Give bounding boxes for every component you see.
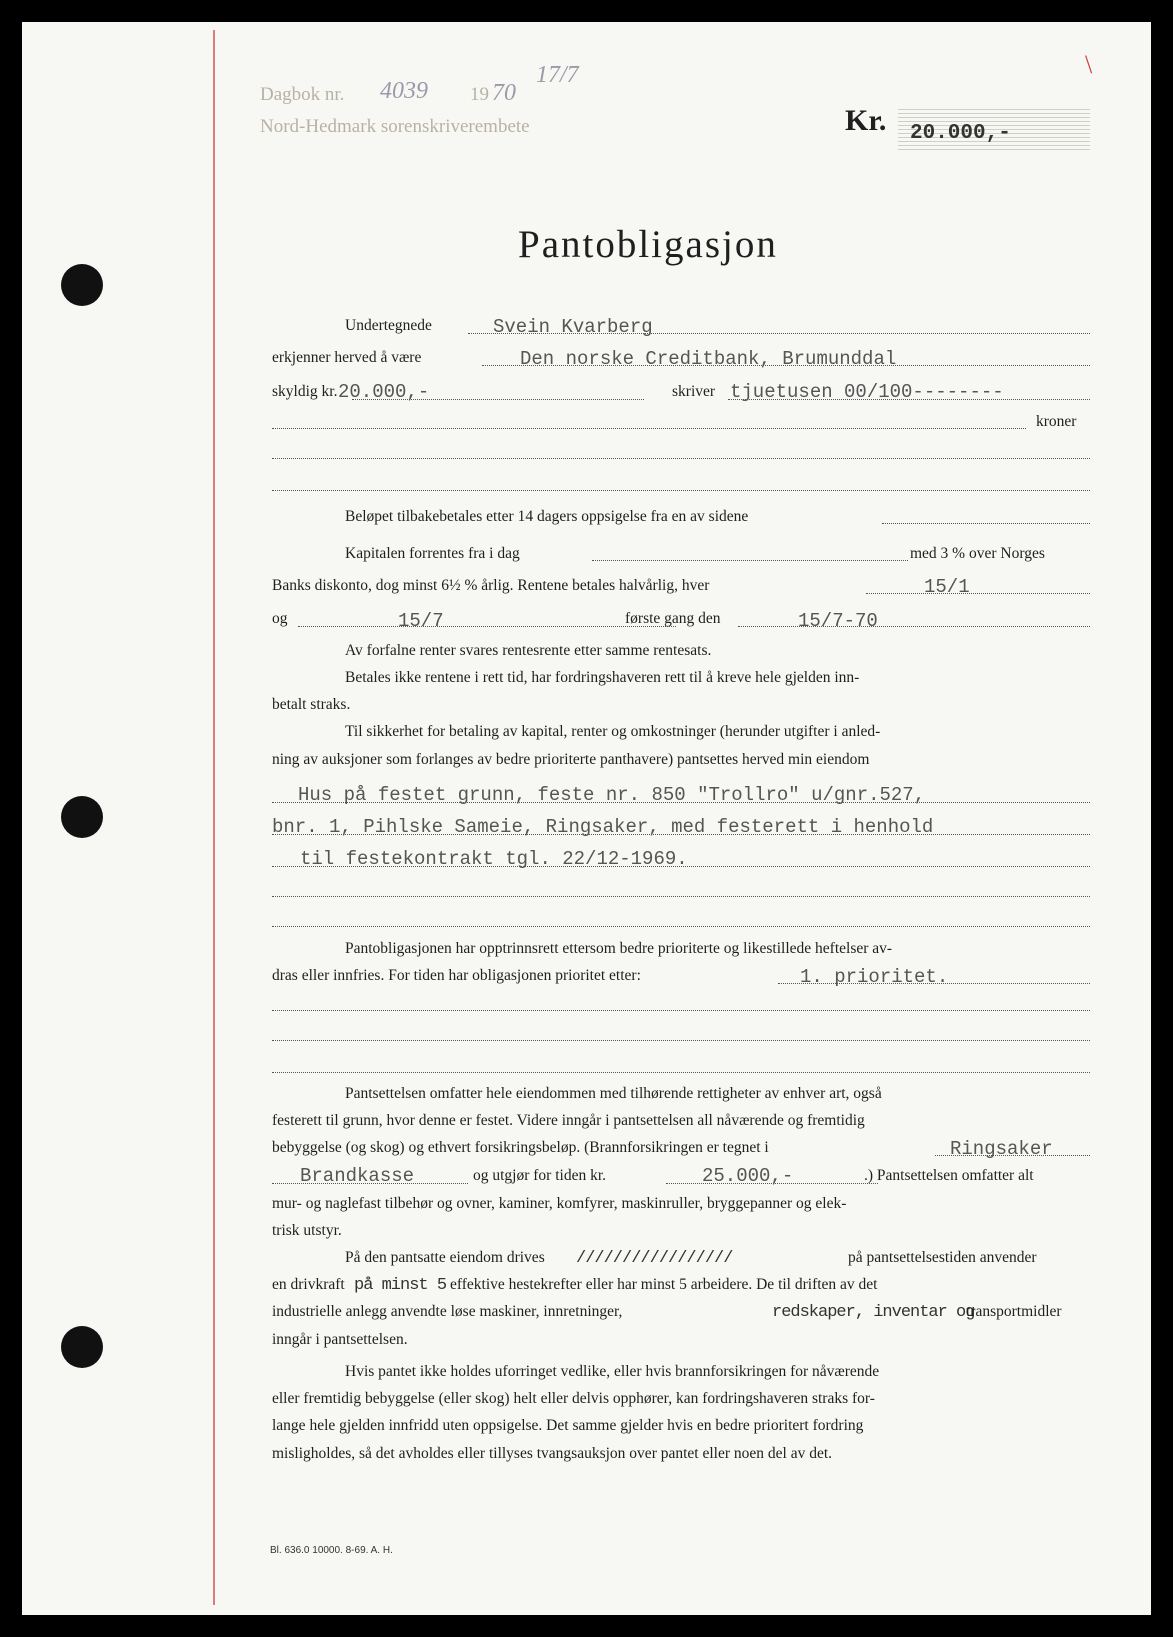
registry-year-prefix: 19 <box>470 84 489 105</box>
paragraph-text: eller fremtidig bebyggelse (eller skog) helt eller delvis opphører, kan fordringshaveren straks for- <box>272 1390 875 1407</box>
fill-line <box>882 523 1090 524</box>
og-label: og <box>272 610 288 627</box>
first-payment-label: første gang den <box>625 610 721 627</box>
fill-line <box>272 458 1090 459</box>
registry-year: 70 <box>492 80 516 106</box>
first-payment-date: 15/7-70 <box>798 610 878 632</box>
paragraph-text: misligholdes, så det avholdes eller tillyses tvangsauksjon over pantet eller noen del av det. <box>272 1445 833 1462</box>
paragraph-text: inngår i pantsettelsen. <box>272 1331 408 1348</box>
document-title: Pantobligasjon <box>518 223 778 266</box>
fill-line <box>298 626 676 627</box>
priority-value: 1. prioritet. <box>800 966 949 988</box>
fill-line <box>866 593 1090 594</box>
form-number: Bl. 636.0 10000. 8-69. A. H. <box>270 1545 393 1556</box>
paragraph-text: en drivkraft <box>272 1276 345 1293</box>
debtor-name: Svein Kvarberg <box>493 316 653 338</box>
fill-line <box>272 428 1026 429</box>
insured-value: 25.000,- <box>702 1165 794 1187</box>
debt-amount: 20.000,- <box>338 381 430 403</box>
interest-start-text: Kapitalen forrentes fra i dag <box>345 545 520 562</box>
struck-text: redskaper, inventar og <box>772 1303 975 1322</box>
paragraph-text: trisk utstyr. <box>272 1222 342 1239</box>
fill-line <box>272 1010 1090 1011</box>
paragraph-text: Pantsettelsen omfatter hele eiendommen med tilhørende rettigheter av enhver art, også <box>345 1085 882 1102</box>
paragraph-text: Hvis pantet ikke holdes uforringet vedlike, eller hvis brannforsikringen for nåværende <box>345 1363 880 1380</box>
property-line: til festekontrakt tgl. 22/12-1969. <box>300 848 688 870</box>
fill-line <box>272 1072 1090 1073</box>
struck-text: på minst 5 <box>354 1276 447 1295</box>
amount-value: 20.000,- <box>910 122 1011 145</box>
corner-mark: \ <box>1085 50 1093 79</box>
punch-hole <box>61 1326 103 1368</box>
fill-line <box>592 560 908 561</box>
paragraph-text: mur- og naglefast tilbehør og ovner, kaminer, komfyrer, maskinruller, bryggepanner og elek- <box>272 1195 847 1212</box>
fill-line <box>272 490 1090 491</box>
undertegnede-label: Undertegnede <box>345 317 432 334</box>
skyldig-label: skyldig kr. <box>272 383 338 400</box>
interest-date-1: 15/1 <box>924 576 970 598</box>
paragraph-text: industrielle anlegg anvendte løse maskiner, innretninger, <box>272 1303 623 1320</box>
discount-text: Banks diskonto, dog minst 6½ % årlig. Rentene betales halvårlig, hver <box>272 577 710 594</box>
struck-text: ///////////////// <box>576 1249 733 1268</box>
amount-in-words: tjuetusen 00/100-------- <box>730 381 1004 403</box>
paragraph-text: Betales ikke rentene i rett tid, har fordringshaveren rett til å kreve hele gjelden inn- <box>345 669 860 686</box>
registry-number: 4039 <box>380 78 428 104</box>
erkjenner-label: erkjenner herved å være <box>272 349 422 366</box>
fill-line <box>738 626 1090 627</box>
amount-label: Kr. <box>845 104 887 137</box>
paragraph-text: Av forfalne renter svares rentesrente etter samme rentesats. <box>345 642 712 659</box>
fill-line <box>272 926 1090 927</box>
paragraph-text: festerett til grunn, hvor denne er festet. Videre inngår i pantsettelsen all nåværende og fremtidig <box>272 1112 865 1129</box>
paragraph-text: På den pantsatte eiendom drives <box>345 1249 545 1266</box>
priority-label: dras eller innfries. For tiden har obligasjonen prioritet etter: <box>272 967 641 984</box>
paragraph-text: transportmidler <box>966 1303 1062 1320</box>
kroner-label: kroner <box>1036 413 1077 430</box>
property-line: bnr. 1, Pihlske Sameie, Ringsaker, med festerett i henhold <box>272 816 934 838</box>
paragraph-text: Pantobligasjonen har opptrinnsrett ettersom bedre prioriterte og likestillede heftelser av- <box>345 940 893 957</box>
insurer-name-cont: Brandkasse <box>300 1165 415 1187</box>
repay-text: Beløpet tilbakebetales etter 14 dagers oppsigelse fra en av sidene <box>345 508 749 525</box>
interest-rate-text: med 3 % over Norges <box>910 545 1045 562</box>
registry-stamp-label: Dagbok nr. <box>260 84 345 105</box>
interest-date-2: 15/7 <box>398 610 444 632</box>
paragraph-text: på pantsettelsestiden anvender <box>848 1249 1037 1266</box>
paragraph-text: ning av auksjoner som forlanges av bedre prioriterte panthavere) pantsettes herved min eiendom <box>272 751 870 768</box>
paragraph-text: effektive hestekrefter eller har minst 5 arbeidere. De til driften av det <box>450 1276 878 1293</box>
insurance-text: bebyggelse (og skog) og ethvert forsikringsbeløp. (Brannforsikringen er tegnet i <box>272 1139 769 1156</box>
skriver-label: skriver <box>672 383 716 400</box>
creditor-name: Den norske Creditbank, Brumunddal <box>520 348 897 370</box>
paragraph-text: betalt straks. <box>272 696 351 713</box>
punch-hole <box>61 796 103 838</box>
insurance-text-end: .) Pantsettelsen omfatter alt <box>864 1167 1034 1184</box>
insurer-name: Ringsaker <box>950 1138 1053 1160</box>
paragraph-text: lange hele gjelden innfridd uten oppsigelse. Det samme gjelder hvis en bedre prioritert fordring <box>272 1417 864 1434</box>
margin-line <box>213 30 215 1605</box>
fill-line <box>272 1040 1090 1041</box>
punch-hole <box>61 264 103 306</box>
insurance-value-label: og utgjør for tiden kr. <box>473 1167 607 1184</box>
fill-line <box>272 896 1090 897</box>
paragraph-text: Til sikkerhet for betaling av kapital, renter og omkostninger (herunder utgifter i anled- <box>345 723 881 740</box>
registry-office: Nord-Hedmark sorenskriverembete <box>260 116 530 137</box>
registry-date: 17/7 <box>536 62 579 88</box>
property-line: Hus på festet grunn, feste nr. 850 "Trollro" u/gnr.527, <box>298 784 926 806</box>
